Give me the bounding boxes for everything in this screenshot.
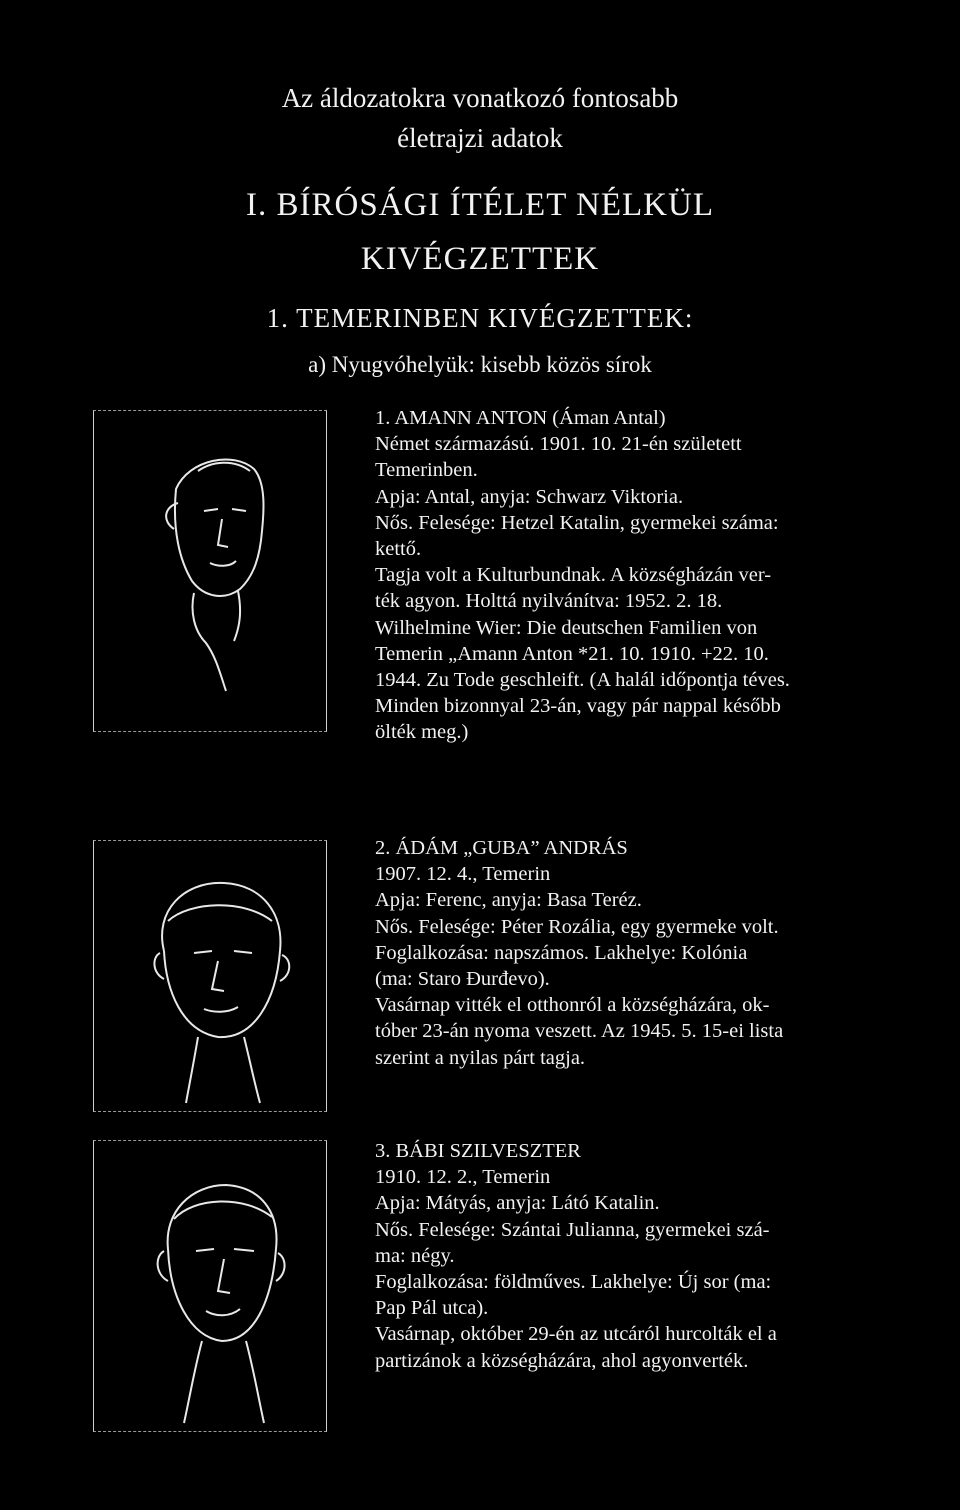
title-line-1: Az áldozatokra vonatkozó fontosabb <box>281 83 679 113</box>
entry-2-line: Nős. Felesége: Péter Rozália, egy gyermeke volt. <box>375 915 779 938</box>
burial-note: a) Nyugvóhelyük: kisebb közös sírok <box>308 352 652 377</box>
entry-1-line: kettő. <box>375 538 422 561</box>
victim-entry-1 <box>375 405 953 746</box>
entry-1-line: ték agyon. Holttá nyilvánítva: 1952. 2. 18. <box>375 590 723 613</box>
victim-name-2: 2. ÁDÁM „GUBA” ANDRÁS <box>375 837 628 859</box>
entry-1-line: Wilhelmine Wier: Die deutschen Familien von <box>375 616 758 639</box>
entry-1-line: Tagja volt a Kulturbundnak. A községházán ver- <box>375 564 772 587</box>
portrait-photo-3 <box>93 1140 327 1432</box>
portrait-sketch-2 <box>94 841 326 1111</box>
subsection-heading: 1. TEMERINBEN KIVÉGZETTEK: <box>266 303 694 333</box>
portrait-sketch-3 <box>94 1141 326 1431</box>
entry-3-line: ma: négy. <box>375 1244 455 1267</box>
entry-3-line: Foglalkozása: földműves. Lakhelye: Új sor (ma: <box>375 1271 772 1294</box>
entry-1-line: Temerinben. <box>375 459 478 482</box>
entry-1-line: 1944. Zu Tode geschleift. (A halál időpontja téves. <box>375 669 790 692</box>
entry-3-line: partizánok a községházára, ahol agyonverték. <box>375 1349 749 1372</box>
entry-3-line: 1910. 12. 2., Temerin <box>375 1166 551 1189</box>
entry-2-line: Apja: Ferenc, anyja: Basa Teréz. <box>375 889 642 912</box>
entry-1-line: Német származású. 1901. 10. 21-én született <box>375 433 742 456</box>
entry-3-line: Nős. Felesége: Szántai Julianna, gyermekei szá- <box>375 1218 770 1241</box>
section-line-1: I. BÍRÓSÁGI ÍTÉLET NÉLKÜL <box>246 187 714 223</box>
page-title <box>0 78 960 158</box>
entry-3-line: Vasárnap, október 29-én az utcáról hurcolták el a <box>375 1323 777 1346</box>
entry-1-line: Minden bizonnyal 23-án, vagy pár nappal később <box>375 695 781 718</box>
entry-1-line: ölték meg.) <box>375 721 469 744</box>
victim-name-1: 1. AMANN ANTON (Áman Antal) <box>375 407 666 429</box>
entry-2-line: tóber 23-án nyoma veszett. Az 1945. 5. 15-ei lista <box>375 1020 784 1043</box>
entry-1-line: Apja: Antal, anyja: Schwarz Viktoria. <box>375 485 684 508</box>
portrait-sketch-1 <box>94 411 326 731</box>
entry-1-line: Nős. Felesége: Hetzel Katalin, gyermekei száma: <box>375 511 779 534</box>
entry-2-line: Foglalkozása: napszámos. Lakhelye: Kolónia <box>375 941 748 964</box>
victim-name-3: 3. BÁBI SZILVESZTER <box>375 1140 581 1162</box>
entry-1-line: Temerin „Amann Anton *21. 10. 1910. +22. 10. <box>375 642 769 665</box>
entry-2-line: (ma: Staro Đurđevo). <box>375 968 550 991</box>
victim-entry-2 <box>375 835 953 1071</box>
portrait-photo-2 <box>93 840 327 1112</box>
portrait-photo-1 <box>93 410 327 732</box>
section-heading <box>0 178 960 286</box>
entry-3-line: Pap Pál utca). <box>375 1297 489 1320</box>
entry-2-line: 1907. 12. 4., Temerin <box>375 863 551 886</box>
title-line-2: életrajzi adatok <box>397 123 563 153</box>
entry-2-line: szerint a nyilas párt tagja. <box>375 1046 586 1069</box>
victim-entry-3 <box>375 1138 953 1374</box>
entry-3-line: Apja: Mátyás, anyja: Látó Katalin. <box>375 1192 660 1215</box>
entry-2-line: Vasárnap vitték el otthonról a községházára, ok- <box>375 994 770 1017</box>
section-line-2: KIVÉGZETTEK <box>360 241 600 277</box>
